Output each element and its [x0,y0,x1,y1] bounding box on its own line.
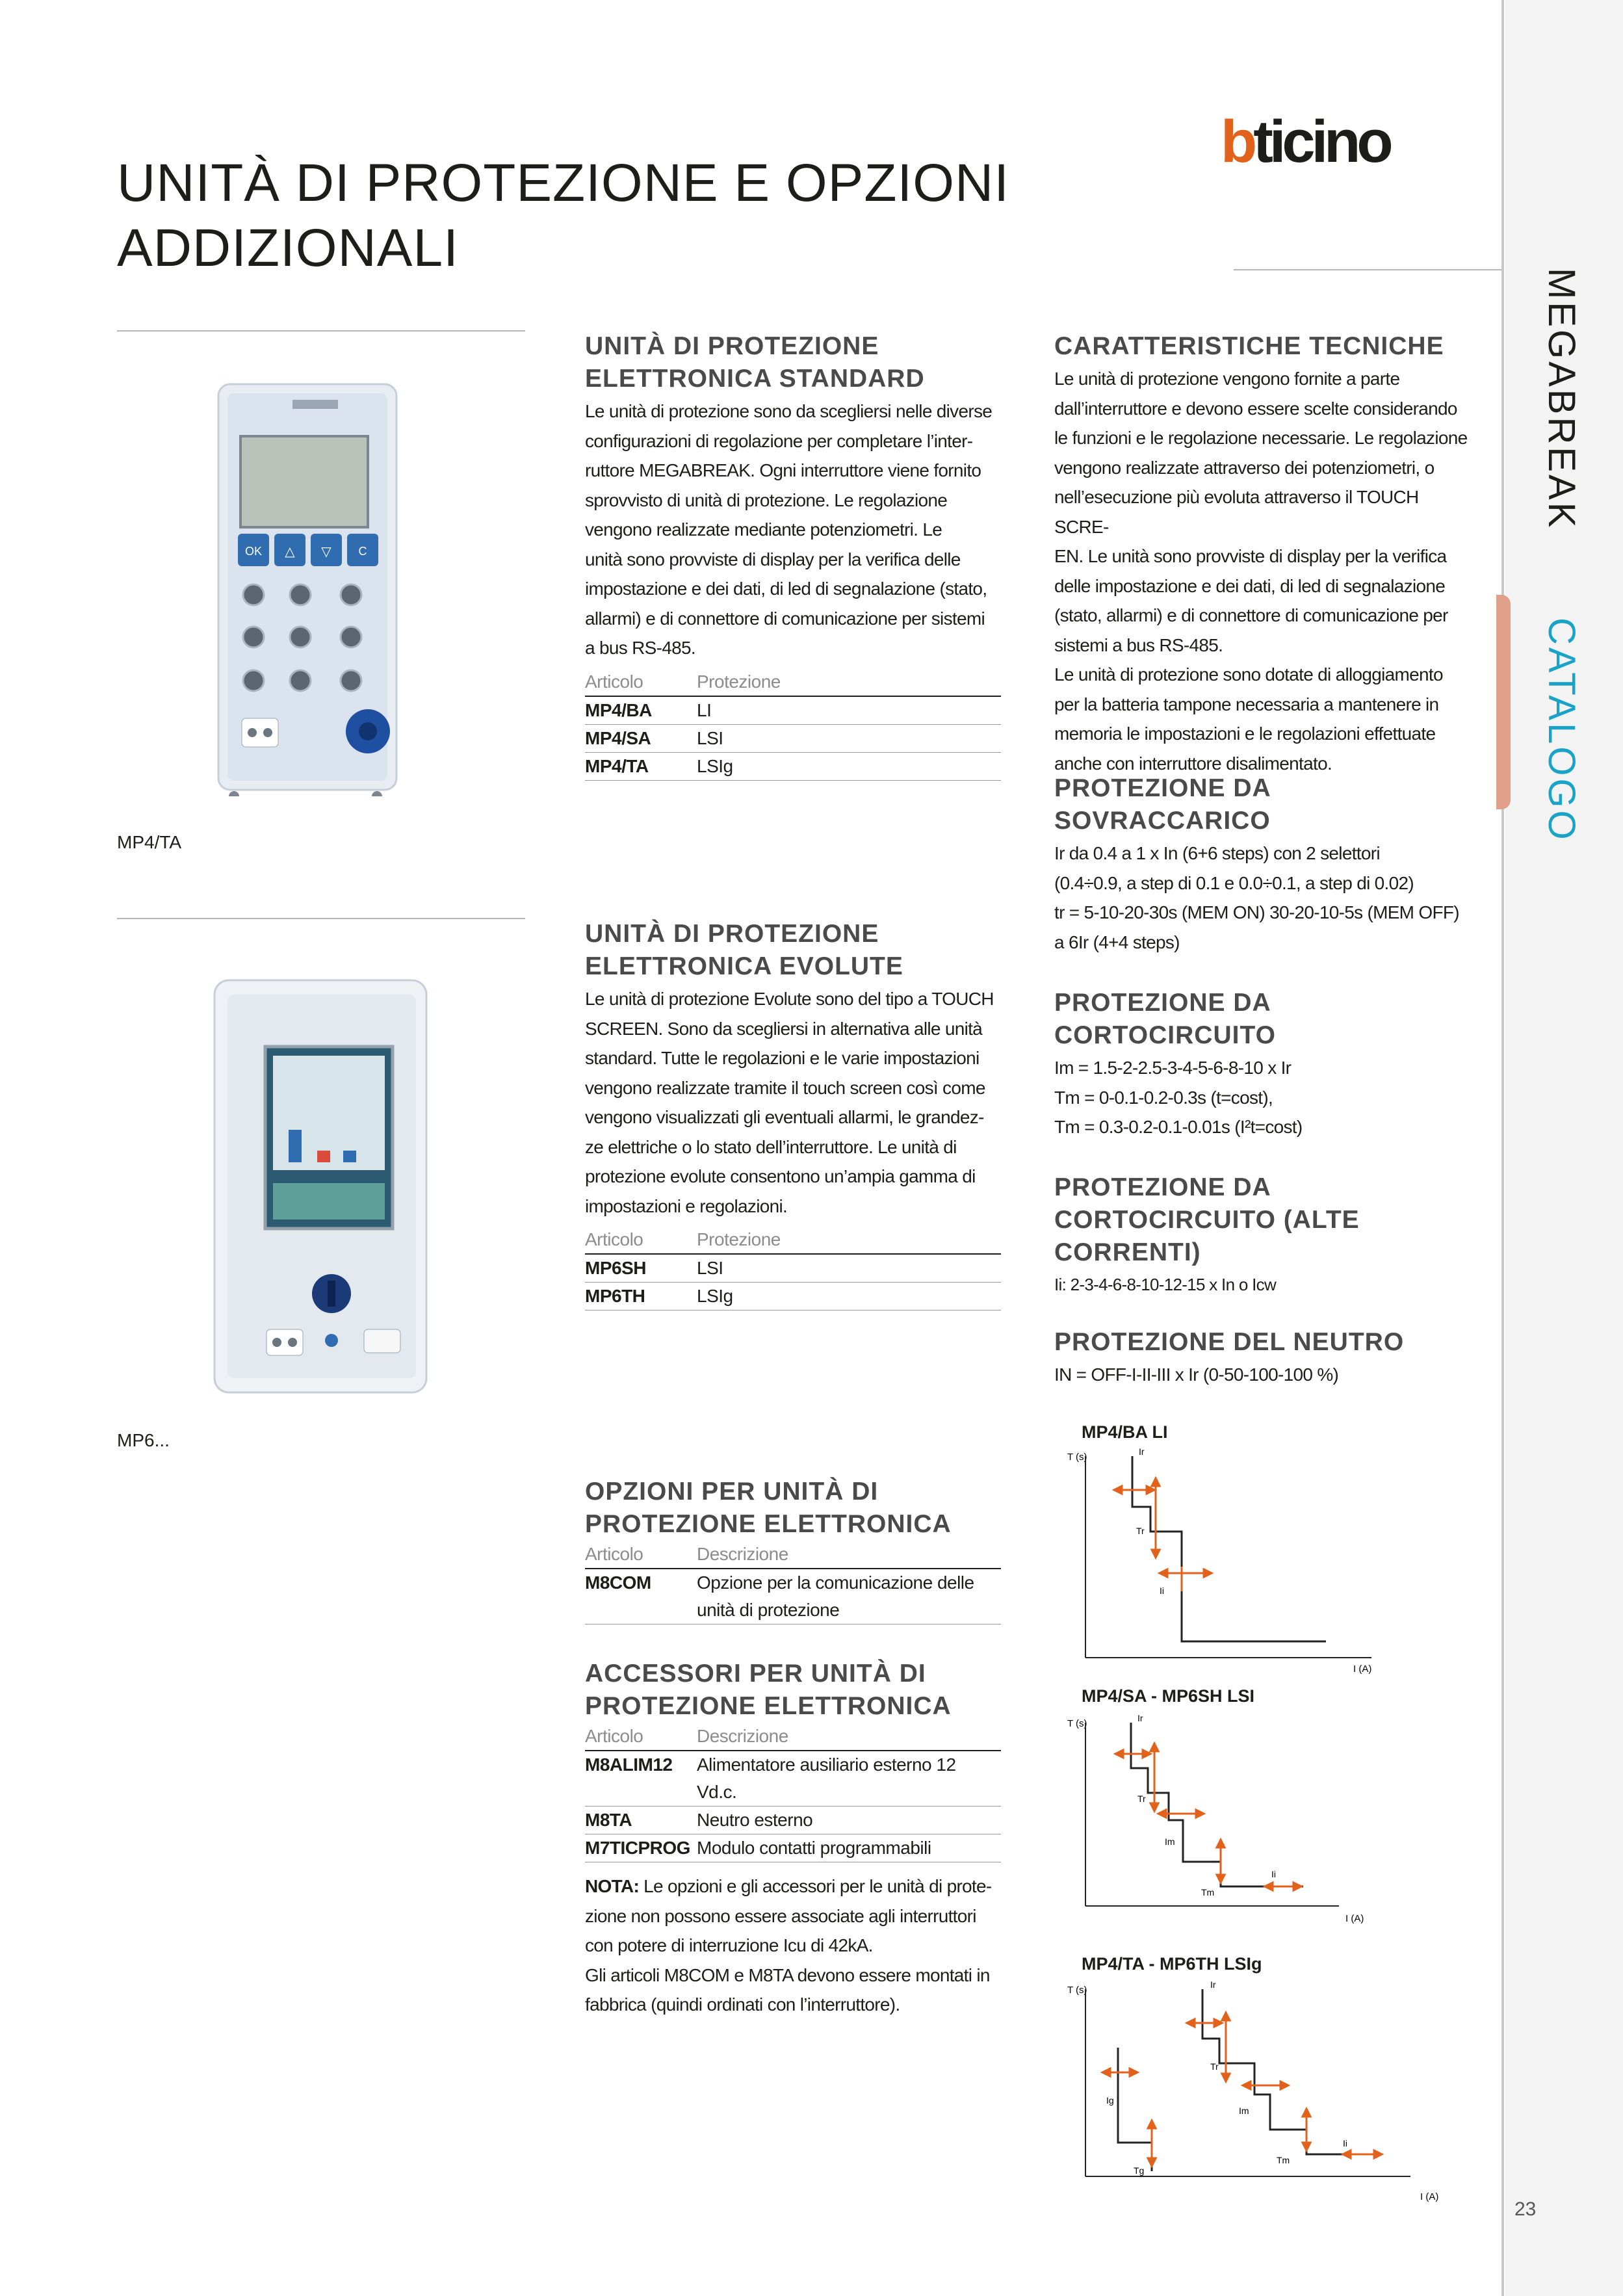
series-label: MEGABREAK [1540,268,1583,530]
chart1-title: MP4/BA LI [1082,1422,1168,1442]
page-title-line2: ADDIZIONALI [117,218,459,278]
overload-section [1054,772,1470,957]
accessories-heading: ACCESSORI PER UNITÀ DI PROTEZIONE ELETTRONICA [585,1660,952,1720]
chart1-yaxis-label: T (s) [1067,1452,1087,1463]
chart1-label-ir: Ir [1139,1446,1145,1457]
chart3-label-ii: Ii [1343,2138,1347,2148]
table-row: MP4/BA LI [585,697,1001,725]
image1-caption: MP4/TA [117,832,182,852]
options-heading: OPZIONI PER UNITÀ DI PROTEZIONE ELETTRONICA [585,1478,952,1538]
chart3-curve [1202,1989,1381,2154]
table-row: M7TICPROG Modulo contatti programmabili [585,1834,1001,1862]
image2-caption: MP6... [117,1430,170,1450]
chart2-xaxis-label: I (A) [1345,1913,1364,1924]
evolute-heading: UNITÀ DI PROTEZIONE ELETTRONICA EVOLUTE [585,920,903,980]
options-table: Articolo Descrizione M8COM Opzione per la comunicazione delle unità di protezione [585,1541,1001,1624]
chart3-label-ig: Ig [1106,2095,1114,2106]
table-row: M8TA Neutro esterno [585,1807,1001,1834]
chart2-yaxis-label: T (s) [1067,1718,1087,1729]
chart1 [1066,1443,1378,1677]
chart1-xaxis-label: I (A) [1353,1663,1372,1675]
brand-logo [1221,109,1494,175]
chart3-label-tr: Tr [1210,2061,1219,2072]
chart2-label-ir: Ir [1137,1713,1143,1723]
svg-text:△: △ [285,545,295,559]
overload-body: Ir da 0.4 a 1 x In (6+6 steps) con 2 selettori (0.4÷0.9, a step di 0.1 e 0.0÷0.1, a step di 0.02) tr = 5-10-20-30s (MEM ON) 30-20-10-5s (MEM OFF) a 6Ir (4+4 steps) [1054,843,1459,952]
chart2-label-ii: Ii [1271,1869,1276,1879]
chart2-title: MP4/SA - MP6SH LSI [1082,1686,1255,1706]
svg-text:OK: OK [244,545,263,558]
chart1-arrows [1114,1478,1212,1591]
table-row: MP4/SA LSI [585,725,1001,753]
highcurrent-section [1054,1171,1470,1300]
svg-text:C: C [358,545,367,558]
chart2-label-tr: Tr [1137,1794,1146,1804]
section-label: CATALOGO [1540,618,1583,842]
nota-text: NOTA: Le opzioni e gli accessori per le unità di prote- zione non possono essere associate agli interruttori con potere di interruzione Icu di 42kA. Gli articoli M8COM e M8TA devono essere montati in fabbrica (quindi ordinati con l’interruttore). [585,1876,992,2015]
accessories-section [585,1658,1001,2020]
chart1-label-tr: Tr [1136,1526,1145,1536]
neutral-section [1054,1326,1470,1390]
chart3-title: MP4/TA - MP6TH LSIg [1082,1954,1262,1974]
options-section [585,1476,1001,1624]
table-row: MP6SH LSI [585,1255,1001,1283]
mp6-unit-image [208,975,433,1398]
side-rail [1501,0,1504,2296]
highcurrent-heading: PROTEZIONE DA CORTOCIRCUITO (ALTE CORRENTI) [1054,1173,1360,1266]
highcurrent-body: Ii: 2-3-4-6-8-10-12-15 x In o Icw [1054,1275,1277,1294]
standard-body: Le unità di protezione sono da scegliersi nelle diverse configurazioni di regolazione per completare l’inter- ruttore MEGABREAK. Ogni interruttore viene fornito sprovvisto di unità di protezione. Le regolazione vengono realizzate mediante potenziometri. Le unità sono provviste di display per la verifica delle impostazione e dei dati, di led di segnalazione (stato, allarmi) e di connettore di comunicazione per sistemi a bus RS-485. [585,401,993,658]
standard-table: Articolo Protezione MP4/BA LI MP4/SA LSI MP4/TA LSIg [585,668,1001,781]
chart1-label-ii: Ii [1160,1585,1164,1596]
chart2-label-im: Im [1165,1836,1175,1847]
shortcircuit-heading: PROTEZIONE DA CORTOCIRCUITO [1054,989,1276,1049]
chart2-label-tm: Tm [1201,1887,1215,1898]
evolute-body: Le unità di protezione Evolute sono del tipo a TOUCH SCREEN. Sono da scegliersi in alternativa alle unità standard. Tutte le regolazioni e le varie impostazioni vengono realizzate tramite il touch screen così come vengono visualizzati gli eventuali allarmi, le grandez- ze elettriche o lo stato dell’interruttore. Le unità di protezione evolute consentono un’ampia gamma di impostazioni e regolazioni. [585,989,994,1216]
page-title-line1: UNITÀ DI PROTEZIONE E OPZIONI [117,153,1009,213]
shortcircuit-section [1054,987,1470,1142]
header-divider-right [1234,269,1501,270]
chart3 [1066,1976,1456,2210]
table-row: MP6TH LSIg [585,1283,1001,1311]
chart3-label-im: Im [1239,2106,1249,2116]
standard-heading: UNITÀ DI PROTEZIONE ELETTRONICA STANDARD [585,332,925,393]
side-tab-marker [1496,595,1511,809]
chart1-curve [1132,1456,1326,1641]
neutral-body: IN = OFF-I-II-III x Ir (0-50-100-100 %) [1054,1364,1339,1385]
chart3-ground-curve [1118,2048,1152,2171]
standard-section [585,330,1001,781]
table-row: MP4/TA LSIg [585,753,1001,781]
chart3-label-tm: Tm [1277,2155,1290,2165]
mp4-unit-image [214,380,400,796]
svg-text:▽: ▽ [321,545,331,559]
tech-body: Le unità di protezione vengono fornite a parte dall’interruttore e devono essere scelte considerando le funzioni e le regolazione necessarie. Le regolazione vengono realizzate attraverso dei potenziometri, o nell’esecuzione più evoluta attraverso il TOUCH SCRE- EN. Le unità sono provviste di display per la verifica delle impostazione e dei dati, di led di segnalazione (stato, allarmi) e di connettore di comunicazione per sistemi a bus RS-485. Le unità di protezione sono dotate di alloggiamento per la batteria tampone necessaria a mantenere in memoria le impostazioni e le regolazioni effettuate anche con interruttore disalimentato. [1054,369,1468,774]
accessories-table: Articolo Descrizione M8ALIM12 Alimentatore ausiliario esterno 12 Vd.c. M8TA Neutro esterno M7TICPROG Modulo contatti programmabili [585,1723,1001,1862]
evolute-section [585,918,1001,1311]
evolute-table: Articolo Protezione MP6SH LSI MP6TH LSIg [585,1226,1001,1311]
chart3-label-tg: Tg [1134,2165,1145,2176]
brand-logo-text: bticino [1221,109,1390,175]
chart3-yaxis-label: T (s) [1067,1985,1087,1996]
chart3-xaxis-label: I (A) [1420,2191,1439,2202]
shortcircuit-body: Im = 1.5-2-2.5-3-4-5-6-8-10 x Ir Tm = 0-0.1-0.2-0.3s (t=cost), Tm = 0.3-0.2-0.1-0.01s (I²t=cost) [1054,1058,1303,1137]
chart2 [1066,1710,1378,1944]
image2-divider [117,918,525,919]
table-row: M8COM Opzione per la comunicazione delle unità di protezione [585,1569,1001,1624]
page-number: 23 [1514,2198,1537,2220]
neutral-heading: PROTEZIONE DEL NEUTRO [1054,1328,1405,1356]
overload-heading: PROTEZIONE DA SOVRACCARICO [1054,774,1271,835]
table-row: M8ALIM12 Alimentatore ausiliario esterno 12 Vd.c. [585,1751,1001,1807]
page-title [117,151,1092,281]
chart3-label-ir: Ir [1210,1979,1216,1990]
tech-heading: CARATTERISTICHE TECNICHE [1054,332,1444,360]
image1-divider [117,330,525,332]
tech-section [1054,330,1470,778]
